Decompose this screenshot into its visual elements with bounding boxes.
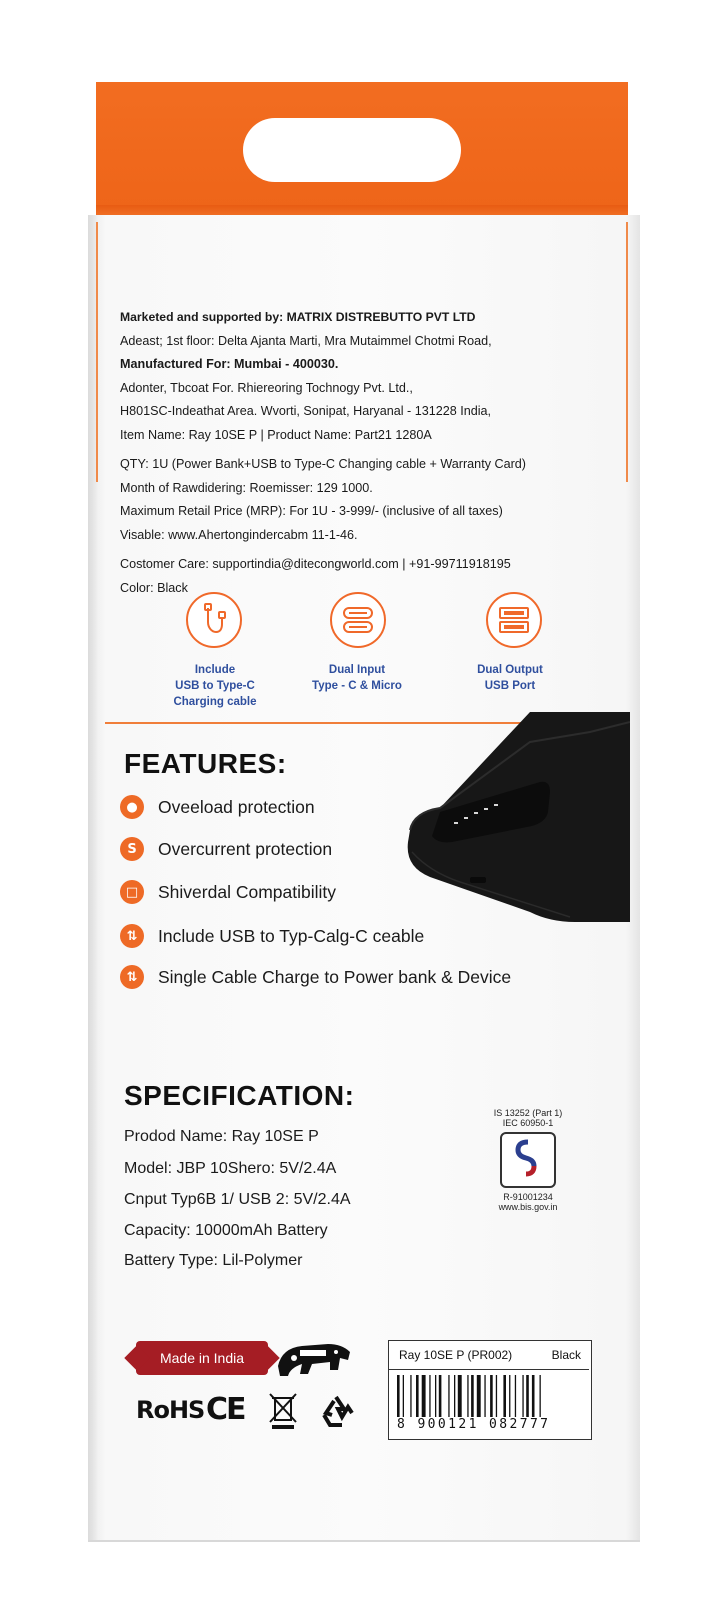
icon-caption: Dual Input Type - C & Micro bbox=[312, 664, 402, 692]
spec-line: Battery Type: Lil-Polymer bbox=[124, 1252, 303, 1269]
isi-certification: IS 13252 (Part 1) IEC 60950-1 R-91001234 www.bis.gov.in bbox=[493, 1108, 563, 1212]
current-icon: S bbox=[120, 837, 144, 861]
barcode-header bbox=[389, 1341, 589, 1370]
manufacturer-info bbox=[120, 306, 610, 600]
info-line: QTY: 1U (Power Bank+USB to Type-C Changing cable + Warranty Card) bbox=[120, 457, 526, 471]
cable-icon: ⇅ bbox=[120, 924, 144, 948]
dual-input-icon bbox=[330, 592, 386, 648]
make-in-india-lion-icon bbox=[272, 1336, 356, 1385]
info-line: Marketed and supported by: MATRIX DISTREBUTTO PVT LTD bbox=[120, 310, 476, 324]
info-line: H801SC-Indeathat Area. Wvorti, Sonipat, Haryanal - 131228 India, bbox=[120, 404, 492, 418]
power-bank-image bbox=[400, 712, 630, 942]
feature-item: ⇅ Single Cable Charge to Power bank & Device bbox=[120, 964, 511, 990]
made-in-india-badge: Made in India bbox=[136, 1341, 268, 1375]
info-line: Adeast; 1st floor: Delta Ajanta Marti, Mra Mutaimmel Chotmi Road, bbox=[120, 333, 492, 348]
spec-line: Model: JBP 10Shero: 5V/2.4A bbox=[124, 1160, 337, 1177]
info-line: Visable: www.Ahertongindercabm 11-1-46. bbox=[120, 527, 358, 542]
info-line: Adonter, Tbcoat For. Rhiereoring Tochnogy Pvt. Ltd., bbox=[120, 380, 413, 395]
barcode-color: Black bbox=[551, 1348, 581, 1362]
info-line: Month of Rawdidering: Roemisser: 129 1000. bbox=[120, 480, 373, 495]
recycle-icon bbox=[318, 1393, 354, 1434]
rohs-mark: RoHS bbox=[136, 1396, 205, 1424]
spec-line: Cnput Typ6B 1/ USB 2: 5V/2.4A bbox=[124, 1191, 351, 1208]
box-edge-accent bbox=[96, 222, 98, 482]
feature-item: S Overcurrent protection bbox=[120, 836, 332, 862]
feature-item: ● Oveeload protection bbox=[120, 794, 315, 820]
info-line: Maximum Retail Price (MRP): For 1U - 3-999/- (inclusive of all taxes) bbox=[120, 504, 503, 518]
info-line: Costomer Care: supportindia@ditecongworld.com | +91-99711918195 bbox=[120, 557, 511, 571]
ce-mark: CE bbox=[206, 1392, 245, 1427]
barcode-number: 8 900121 082777 bbox=[397, 1417, 551, 1432]
cable-icon bbox=[186, 592, 242, 648]
charge-icon: ⇅ bbox=[120, 965, 144, 989]
feature-item: ⇅ Include USB to Typ-Calg-C ceable bbox=[120, 923, 424, 949]
weee-bin-icon bbox=[266, 1392, 300, 1435]
feature-item: □ Shiverdal Compatibility bbox=[120, 879, 336, 905]
hang-hole bbox=[243, 118, 461, 182]
features-heading: FEATURES: bbox=[124, 748, 287, 779]
spec-line: Capacity: 10000mAh Battery bbox=[124, 1222, 328, 1239]
specification-heading: SPECIFICATION: bbox=[124, 1080, 355, 1111]
dual-output-icon bbox=[486, 592, 542, 648]
icon-caption: Dual Output USB Port bbox=[477, 664, 543, 692]
info-line: Item Name: Ray 10SE P | Product Name: Part21 1280A bbox=[120, 427, 432, 442]
icon-caption: Include USB to Type-C Charging cable bbox=[173, 664, 257, 708]
barcode-bars bbox=[397, 1375, 583, 1417]
shield-icon: ● bbox=[120, 795, 144, 819]
info-line: Manufactured For: Mumbai - 400030. bbox=[120, 357, 339, 371]
info-line: Color: Black bbox=[120, 580, 188, 595]
compatibility-icon: □ bbox=[120, 880, 144, 904]
barcode-model: Ray 10SE P (PR002) bbox=[399, 1348, 513, 1362]
isi-mark-icon bbox=[500, 1132, 556, 1188]
spec-line: Prodod Name: Ray 10SE P bbox=[124, 1128, 319, 1145]
barcode-label bbox=[388, 1340, 592, 1440]
box-edge-accent bbox=[626, 222, 628, 482]
